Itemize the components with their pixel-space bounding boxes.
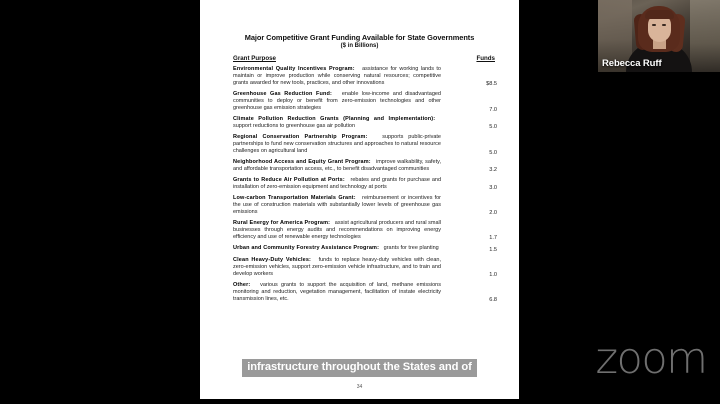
table-row bbox=[233, 195, 497, 216]
grant-purpose-cell bbox=[233, 91, 441, 112]
grant-funds-cell: 5.0 bbox=[489, 124, 497, 131]
grant-purpose-cell bbox=[233, 66, 441, 87]
slide-title: Major Competitive Grant Funding Available for State Governments bbox=[244, 33, 475, 42]
grant-program-label: Grants to Reduce Air Pollution at Ports: bbox=[233, 177, 345, 183]
grant-program-description: reimbursement or incentives for the use of construction materials with substantially lower levels of greenhouse gas emissions bbox=[233, 194, 442, 216]
table-row bbox=[233, 159, 497, 173]
grant-purpose-cell bbox=[233, 159, 441, 173]
grant-purpose-cell bbox=[233, 282, 441, 303]
table-row bbox=[233, 282, 497, 303]
grant-program-label: Climate Pollution Reduction Grants (Planning and Implementation): bbox=[233, 116, 436, 123]
table-row bbox=[233, 257, 497, 278]
grant-purpose-cell bbox=[233, 195, 441, 216]
participant-eye-right bbox=[662, 24, 666, 26]
grant-funds-cell: 2.0 bbox=[489, 210, 497, 217]
participant-name-label: Rebecca Ruff bbox=[602, 58, 662, 69]
column-header-funds: Funds bbox=[476, 55, 495, 62]
table-row bbox=[233, 134, 497, 155]
grant-program-description: assist agricultural producers and rural small businesses through energy audits and recommendations on improving energy efficiency and use of renewable energy technologies bbox=[233, 219, 441, 241]
grant-program-description: various grants to support the acquisition of land, methane emissions monitoring and reduction, vegetation management, facilitation of instate electricity transmission lines, etc. bbox=[233, 281, 441, 302]
grant-funds-cell: 5.0 bbox=[489, 149, 497, 156]
table-row bbox=[233, 220, 497, 241]
table-column-headers bbox=[233, 55, 495, 65]
grant-funds-cell: 3.0 bbox=[489, 185, 497, 192]
grant-funds-cell: $8.5 bbox=[486, 81, 497, 88]
table-row bbox=[233, 91, 497, 112]
grant-program-description: rebates and grants for purchase and installation of zero-emission equipment and technology at ports bbox=[233, 177, 441, 191]
grant-funds-cell: 6.8 bbox=[489, 297, 497, 304]
grant-purpose-cell bbox=[233, 177, 441, 191]
closed-caption-text: infrastructure throughout the States and of bbox=[242, 359, 476, 377]
grant-program-label: Neighborhood Access and Equity Grant Program: bbox=[233, 159, 371, 166]
grant-funds-cell: 7.0 bbox=[489, 106, 497, 113]
grant-program-description: grants for tree planting bbox=[383, 245, 439, 252]
grant-program-description: funds to replace heavy-duty vehicles with clean, zero-emission vehicles, support zero-emission vehicle infrastructure, and to train and develop workers bbox=[233, 256, 442, 277]
grant-program-label: Low-carbon Transportation Materials Grant: bbox=[233, 194, 356, 201]
grant-table-rows bbox=[233, 66, 497, 307]
video-background-right bbox=[690, 0, 720, 72]
grant-funds-cell: 3.2 bbox=[489, 167, 497, 174]
grant-funds-cell: 1.5 bbox=[489, 247, 497, 254]
grant-purpose-cell bbox=[233, 257, 441, 278]
grant-program-label: Urban and Community Forestry Assistance Program: bbox=[233, 245, 380, 252]
table-row bbox=[233, 177, 497, 191]
grant-funds-cell: 1.0 bbox=[489, 272, 497, 279]
participant-bangs bbox=[645, 10, 674, 19]
grant-program-description: enable low-income and disadvantaged communities to deploy or benefit from zero-emission technologies and other greenhouse gas emission strategies bbox=[233, 91, 441, 112]
grant-purpose-cell bbox=[233, 134, 441, 155]
grant-program-label: Rural Energy for America Program: bbox=[233, 219, 331, 226]
table-row bbox=[233, 66, 497, 87]
zoom-watermark-logo: zoom bbox=[595, 334, 707, 384]
slide-page-number: 34 bbox=[356, 384, 363, 390]
video-tile-rebecca-ruff[interactable] bbox=[598, 0, 720, 72]
grant-program-label: Greenhouse Gas Reduction Fund: bbox=[233, 91, 332, 98]
grant-funds-cell: 1.7 bbox=[489, 235, 497, 242]
table-row bbox=[233, 116, 497, 130]
table-row bbox=[233, 245, 497, 253]
presentation-slide bbox=[200, 0, 519, 399]
participant-panel bbox=[578, 0, 720, 404]
grant-purpose-cell bbox=[233, 116, 441, 130]
grant-program-description: assistance for working lands to maintain or improve production while conserving natural resources; competitive grants awarded for new tools, practices, and other innovations bbox=[233, 66, 441, 87]
closed-caption-container bbox=[200, 357, 519, 377]
grant-program-label: Clean Heavy-Duty Vehicles: bbox=[233, 256, 312, 263]
participant-eye-left bbox=[652, 24, 656, 26]
grant-program-label: Regional Conservation Partnership Program: bbox=[233, 134, 368, 141]
grant-program-description: support reductions to greenhouse gas air pollution bbox=[233, 123, 355, 130]
grant-purpose-cell bbox=[233, 245, 441, 252]
column-header-grant-purpose: Grant Purpose bbox=[233, 55, 276, 62]
grant-program-label: Other: bbox=[233, 281, 251, 288]
slide-subtitle: ($ in Billions) bbox=[340, 43, 379, 49]
grant-purpose-cell bbox=[233, 220, 441, 241]
slide-content bbox=[200, 0, 519, 399]
grant-program-description: supports public-private partnerships to fund new conservation structures and approaches to natural resource challenges on agricultural land bbox=[233, 134, 441, 155]
grant-program-label: Environmental Quality Incentives Program: bbox=[233, 66, 355, 72]
grant-program-description: improve walkability, safety, and affordable transportation access, etc., to benefit disadvantaged communities bbox=[233, 159, 441, 173]
